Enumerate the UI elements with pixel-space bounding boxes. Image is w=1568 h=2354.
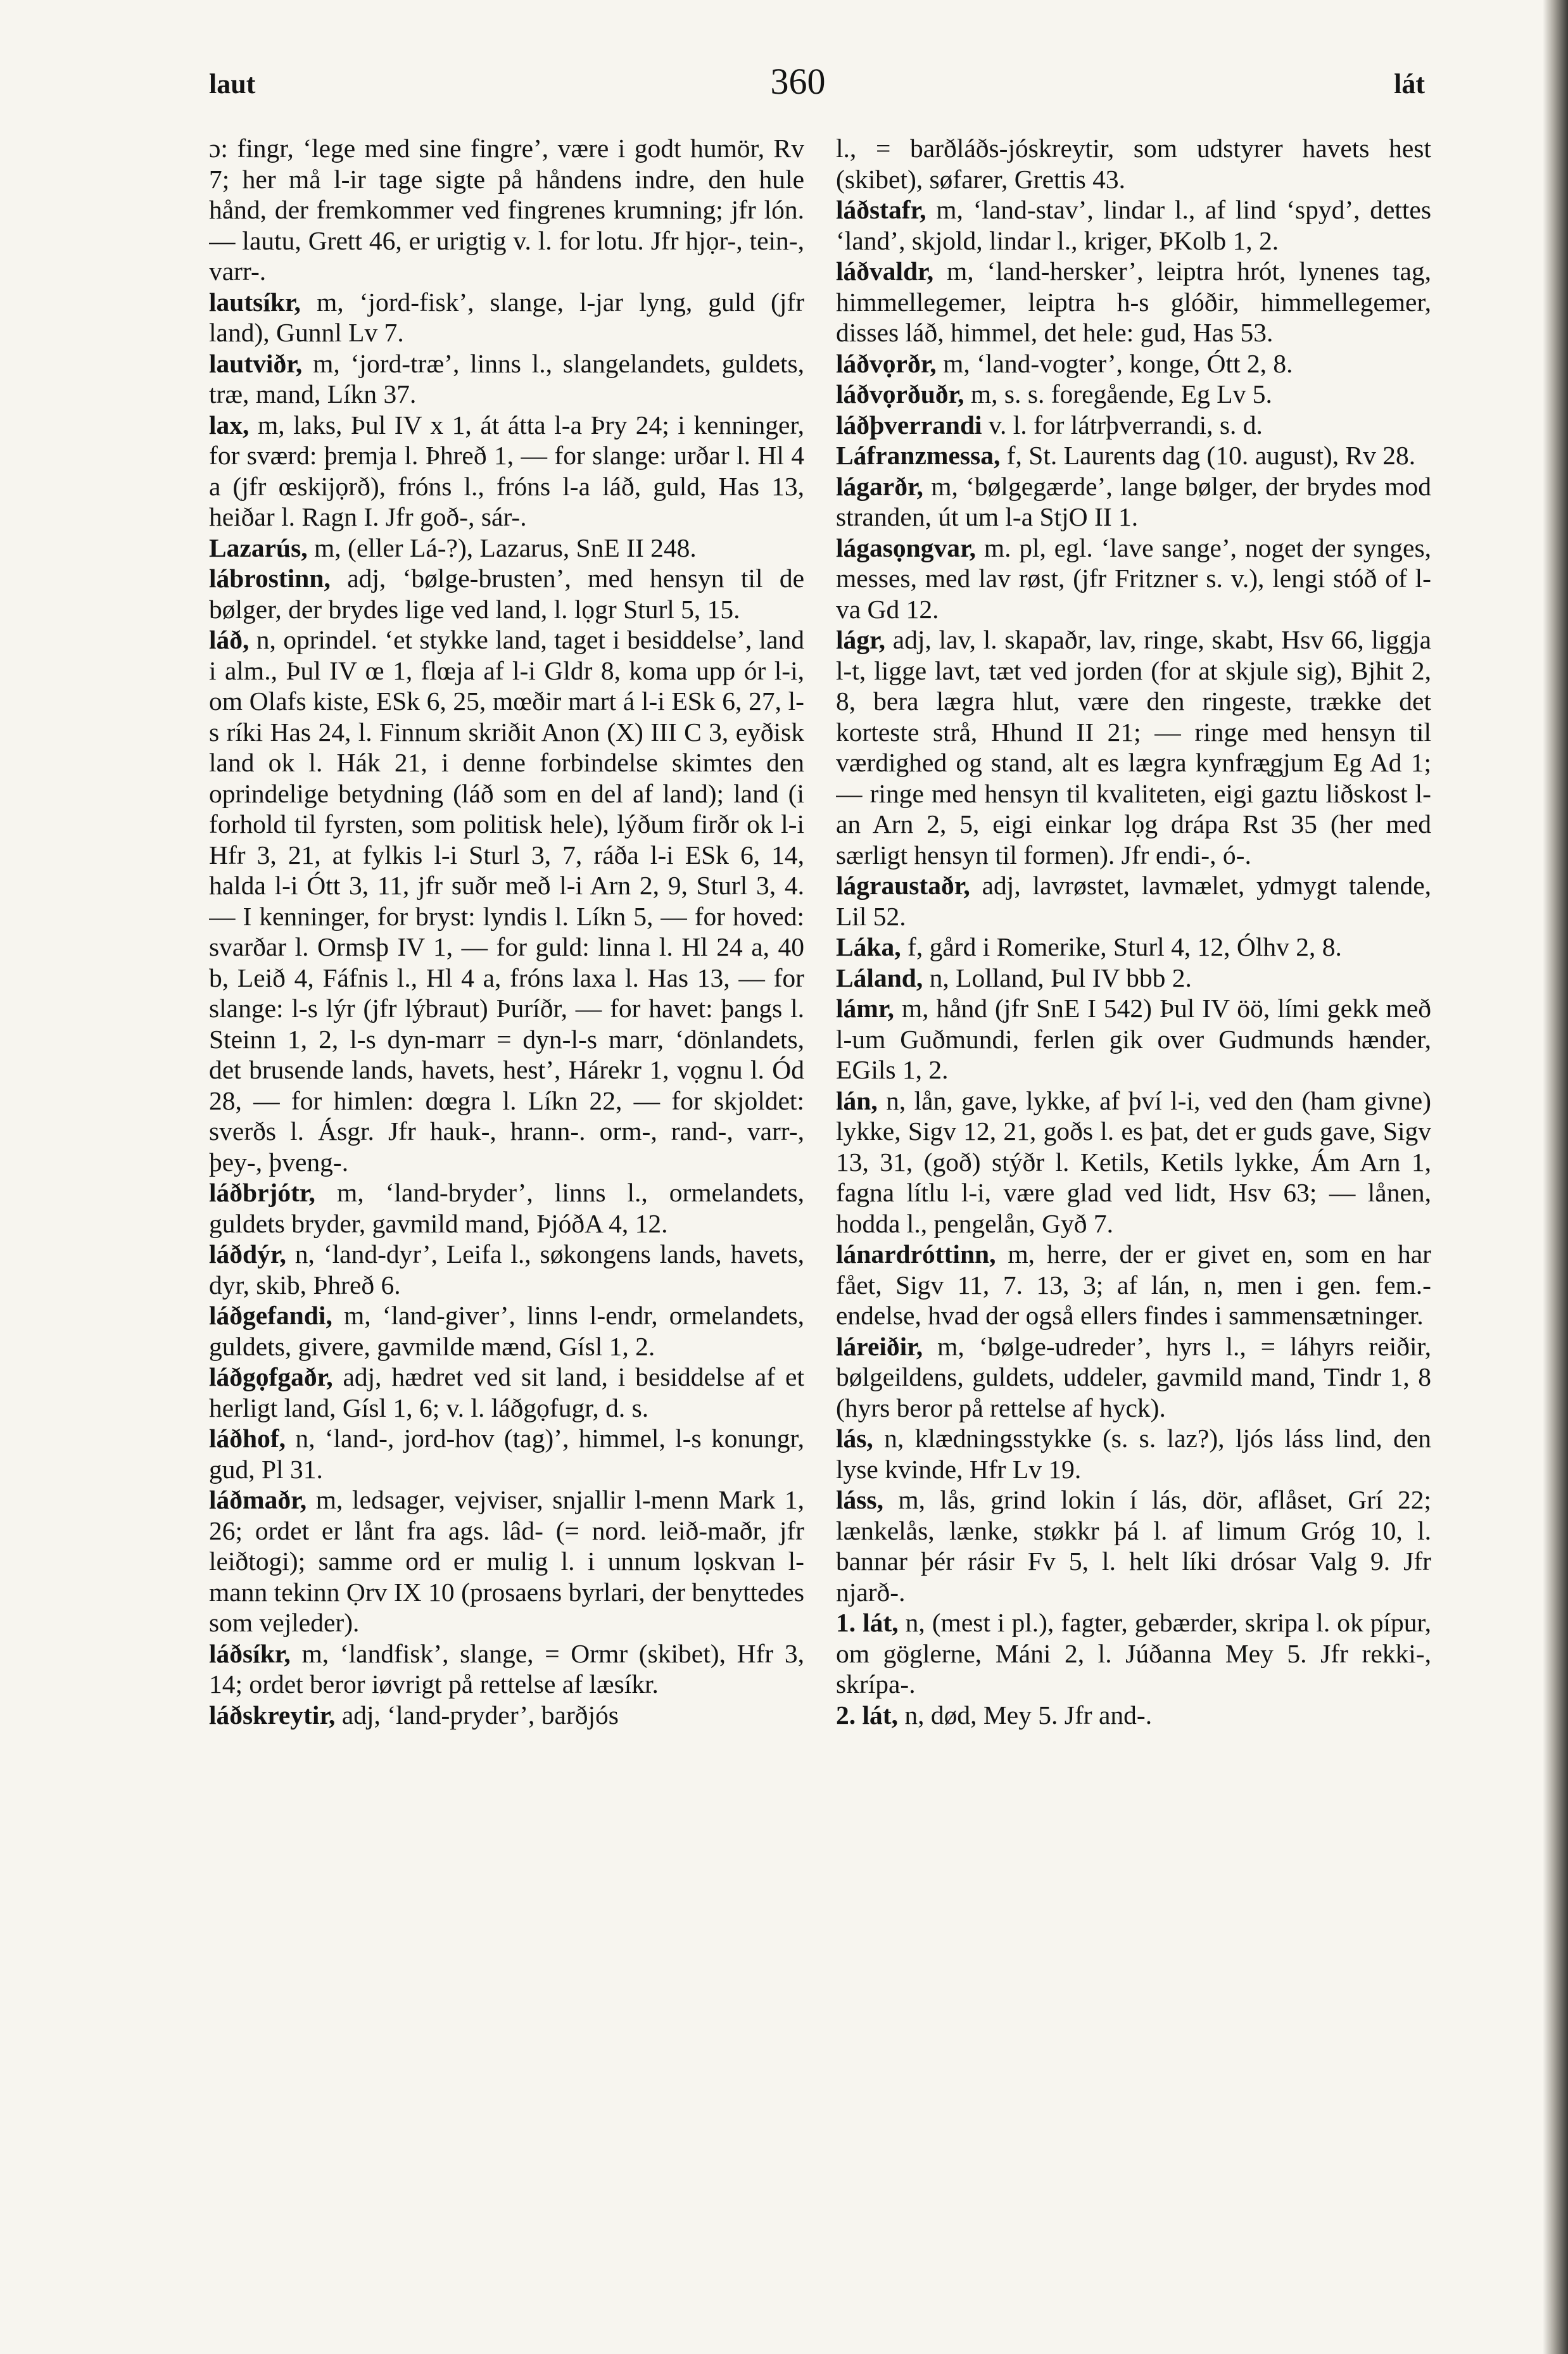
entry-headword: lágraustaðr, — [836, 871, 970, 900]
entry-headword: lás, — [836, 1424, 873, 1453]
entry-text: f, St. Laurents dag (10. august), Rv 28. — [1006, 441, 1416, 470]
entry-text: m. pl, egl. ‘lave sange’, noget der synges, messes, med lav røst, (jfr Fritzner s. v.), lengi stóð of l-va Gd 12. — [836, 533, 1431, 624]
entry-text: m, herre, der er givet en, som en har fået, Sigv 11, 7. 13, 3; af lán, n, men i gen. fem.-endelse, hvad der også ellers findes i sammensætninger. — [836, 1239, 1431, 1330]
entry-headword: 2. lát, — [836, 1700, 898, 1730]
entry-text: m, s. s. foregående, Eg Lv 5. — [970, 379, 1272, 408]
entry-text: m, laks, Þul IV x 1, át átta l-a Þry 24; i kenninger, for sværd: þremja l. Þhreð 1, — for slange: urðar l. Hl 4 a (jfr œskijọrð), fróns l., fróns l-a láð, guld, Has 13, heiðar l. Ragn I. Jfr goð-, sár-. — [209, 410, 804, 531]
entry-headword: Láland, — [836, 963, 923, 992]
dictionary-entry — [209, 1423, 804, 1484]
entry-headword: láðgefandi, — [209, 1301, 332, 1330]
entry-text: m, hånd (jfr SnE I 542) Þul IV öö, lími gekk með l-um Guðmundi, ferlen gik over Gudmunds hænder, EGils 1, 2. — [836, 994, 1431, 1084]
entry-text: m, ‘landfisk’, slange, = Ormr (skibet), Hfr 3, 14; ordet beror iøvrigt på rettelse af læsíkr. — [209, 1638, 804, 1699]
entry-text: adj, lav, l. skapaðr, lav, ringe, skabt, Hsv 66, liggja l-t, ligge lavt, tæt ved jorden (for at skjule sig), Bjhit 2, 8, bera lægra hlut, være den ringeste, trække det korteste strå, Hhund II 21; — ringe med hensyn til værdighed og stand, alt es lægra kynfræ̨gjum Eg Ad 1; — ringe med hensyn til kvaliteten, eigi gaztu liðskost l-an Arn 2, 5, eigi einkar lọg drápa Rst 35 (her med særligt hensyn til formen). Jfr endi-, ó-. — [836, 625, 1431, 870]
entry-text: adj, ‘land-pryder’, barðjós — [341, 1700, 619, 1730]
entry-headword: láðvọrðuðr, — [836, 379, 964, 408]
entry-headword: lán, — [836, 1085, 878, 1115]
entry-text: adj, hædret ved sit land, i besiddelse af et herligt land, Gísl 1, 6; v. l. láðgọfugr, d. s. — [209, 1362, 804, 1422]
entry-headword: lágr, — [836, 625, 886, 654]
entry-text: m, ‘land-giver’, linns l-endr, ormelandets, guldets, givere, gavmilde mænd, Gísl 1, 2. — [209, 1301, 804, 1361]
dictionary-entry — [209, 287, 804, 348]
entry-text: l., = barðláðs-jóskreytir, som udstyrer havets hest (skibet), søfarer, Grettis 43. — [836, 134, 1431, 194]
entry-headword: láreiðir, — [836, 1331, 923, 1361]
dictionary-entry — [836, 348, 1431, 379]
page-number: 360 — [770, 61, 826, 102]
dictionary-entry — [836, 471, 1431, 533]
entry-headword: Lazarús, — [209, 533, 308, 562]
dictionary-entry — [836, 624, 1431, 870]
entry-text: m, ‘jord-fisk’, slange, l-jar lyng, guld (jfr land), Gunnl Lv 7. — [209, 287, 804, 347]
dictionary-entry — [209, 410, 804, 533]
dictionary-entry — [209, 1300, 804, 1362]
entry-headword: lágarðr, — [836, 471, 923, 501]
dictionary-entry — [836, 870, 1431, 932]
dictionary-entry — [209, 1700, 804, 1731]
dictionary-entry — [836, 1423, 1431, 1484]
entry-text: adj, ‘bølge-brusten’, med hensyn til de bølger, der brydes lige ved land, l. lọgr Sturl 5, 15. — [209, 564, 804, 624]
entry-headword: láðdýr, — [209, 1239, 286, 1269]
dictionary-entry — [836, 194, 1431, 256]
entry-text: m, ‘land-hersker’, leiptra hrót, lynenes tag, himmellegemer, leiptra h-s glóðir, himmellegemer, disses láð, himmel, det hele: gud, Has 53. — [836, 256, 1431, 347]
entry-headword: láðstafr, — [836, 195, 926, 224]
entry-headword: Láfranzmessa, — [836, 441, 1001, 470]
entry-text: m, ‘bølgegærde’, lange bølger, der brydes mod stranden, út um l-a StjO II 1. — [836, 471, 1431, 531]
entry-text: v. l. for látrþverrandi, s. d. — [988, 410, 1263, 440]
entry-headword: láð, — [209, 625, 250, 654]
dictionary-entry — [209, 1638, 804, 1700]
entry-text: adj, lavrøstet, lavmælet, ydmygt talende, Lil 52. — [836, 871, 1431, 931]
page-edge-shadow — [1543, 0, 1568, 2354]
entry-text: m, ‘bølge-udreder’, hyrs l., = láhyrs reiðir, bølgeildens, guldets, uddeler, gavmild mand, Tindr 1, 8 (hyrs beror på rettelse af hyck). — [836, 1331, 1431, 1422]
dictionary-entry — [836, 1700, 1431, 1731]
entry-headword: láðvaldr, — [836, 256, 934, 286]
dictionary-entry — [836, 1484, 1431, 1607]
entry-headword: lautviðr, — [209, 348, 303, 378]
entry-text: n, død, Mey 5. Jfr and-. — [904, 1700, 1153, 1730]
dictionary-entry — [836, 379, 1431, 410]
dictionary-entry — [836, 133, 1431, 194]
entry-headword: láðskreytir, — [209, 1700, 336, 1730]
dictionary-entry — [836, 932, 1431, 963]
entry-headword: láðbrjótr, — [209, 1178, 315, 1207]
left-column — [209, 133, 804, 2274]
dictionary-entry — [836, 1085, 1431, 1239]
entry-headword: lánardróttinn, — [836, 1239, 996, 1269]
page-header — [171, 60, 1425, 111]
dictionary-entry — [836, 1239, 1431, 1331]
entry-headword: Láka, — [836, 932, 901, 961]
dictionary-entry — [836, 410, 1431, 441]
entry-headword: láðgọfgaðr, — [209, 1362, 333, 1391]
entry-headword: 1. lát, — [836, 1608, 899, 1637]
entry-text: n, ‘land-, jord-hov (tag)’, himmel, l-s konungr, gud, Pl 31. — [209, 1424, 804, 1484]
entry-text: n, oprindel. ‘et stykke land, taget i besiddelse’, land i alm., Þul IV œ 1, flœja af l-i Gldr 8, koma upp ór l-i, om Olafs kiste, ESk 6, 25, mœðir mart á l-i ESk 6, 27, l-s ríki Has 24, l. Finnum skriðit Anon (X) III C 3, eyðisk land ok l. Hák 21, i denne forbindelse skimtes den oprindelige betydning (láð som en del af land); land (i forhold til fyrsten, som politisk hele), lýðum firðr ok l-i Hfr 3, 21, at fylkis l-i Sturl 3, 7, ráða l-i ESk 6, 14, halda l-i Ótt 3, 11, jfr suðr með l-i Arn 2, 9, Sturl 3, 4. — I kenninger, for bryst: lyndis l. Líkn 5, — for hoved: svarðar l. Ormsþ IV 1, — for guld: linna l. Hl 24 a, 40 b, Leið 4, Fáfnis l., Hl 4 a, fróns laxa l. Has 13, — for slange: l-s lýr (jfr lýbraut) Þuríðr, — for havet: þangs l. Steinn 1, 2, l-s dyn-marr = dyn-l-s marr, ‘dönlandets, det brusende lands, havets, hest’, Hárekr 1, vọgnu l. Ód 28, — for himlen: dœgra l. Líkn 22, — for skjoldet: sverðs l. Ásgr. Jfr hauk-, hrann-. orm-, rand-, varr-, þey-, þveng-. — [209, 625, 804, 1177]
dictionary-entry — [209, 1362, 804, 1423]
entry-headword: láðþverrandi — [836, 410, 982, 440]
entry-text: n, (mest i pl.), fagter, gebærder, skripa l. ok pípur, om göglerne, Máni 2, l. Júðanna Mey 5. Jfr rekki-, skrípa-. — [836, 1608, 1431, 1699]
dictionary-entry — [209, 133, 804, 287]
dictionary-entry — [836, 440, 1431, 471]
entry-headword: lámr, — [836, 994, 894, 1023]
entry-text: m, (eller Lá-?), Lazarus, SnE II 248. — [314, 533, 697, 562]
dictionary-entry — [209, 1239, 804, 1300]
entry-text: m, ‘land-vogter’, konge, Ótt 2, 8. — [943, 348, 1293, 378]
entry-headword: lágasọngvar, — [836, 533, 976, 562]
entry-headword: lábrostinn, — [209, 564, 331, 593]
dictionary-entry — [836, 256, 1431, 348]
dictionary-entry — [209, 1484, 804, 1638]
dictionary-entry — [209, 348, 804, 410]
entry-text: n, lån, gave, lykke, af því l-i, ved den (ham givne) lykke, Sigv 12, 21, goðs l. es þat, det er guds gave, Sigv 13, 31, (goð) stýðr l. Ketils, Ketils lykke, Ám Arn 1, fagna lítlu l-i, være glad ved lidt, Hsv 63; — lånen, hodda l., pengelån, Gyð 7. — [836, 1085, 1431, 1238]
dictionary-entry — [836, 1331, 1431, 1424]
entry-text: m, ‘land-stav’, lindar l., af lind ‘spyd’, dettes ‘land’, skjold, lindar l., kriger, ÞKolb 1, 2. — [836, 195, 1431, 255]
dictionary-entry — [209, 533, 804, 564]
entry-headword: láðhof, — [209, 1424, 286, 1453]
dictionary-entry — [209, 624, 804, 1177]
header-left-guideword: laut — [209, 68, 256, 99]
header-right-guideword: lát — [1394, 68, 1425, 99]
dictionary-entry — [836, 1607, 1431, 1700]
entry-text: m, ledsager, vejviser, snjallir l-menn Mark 1, 26; ordet er lånt fra ags. lâd- (= nord. leið-maðr, jfr leiðtogi); samme ord er mulig l. i unnum lọskvan l-mann tekinn Ọrv IX 10 (prosaens byrlari, der benyttedes som vejleder). — [209, 1485, 804, 1637]
entry-text: n, Lolland, Þul IV bbb 2. — [929, 963, 1192, 992]
dictionary-entry — [836, 963, 1431, 994]
entry-text: m, ‘land-bryder’, linns l., ormelandets, guldets bryder, gavmild mand, ÞjóðA 4, 12. — [209, 1178, 804, 1238]
entry-headword: láðsíkr, — [209, 1638, 291, 1668]
entry-headword: láðmaðr, — [209, 1485, 307, 1514]
entry-text: f, gård i Romerike, Sturl 4, 12, Ólhv 2, 8. — [907, 932, 1342, 961]
dictionary-entry — [836, 993, 1431, 1085]
entry-headword: lax, — [209, 410, 250, 440]
entry-text: ɔ: fingr, ‘lege med sine fingre’, være i godt humör, Rv 7; her må l-ir tage sigte på håndens indre, den hule hånd, der fremkommer ved fingrenes krumning; jfr lón. — lautu, Grett 46, er urigtig v. l. for lotu. Jfr hjọr-, tein-, varr-. — [209, 134, 804, 286]
entry-text: m, ‘jord-træ’, linns l., slangelandets, guldets, træ, mand, Líkn 37. — [209, 348, 804, 408]
entry-text: n, klædningsstykke (s. s. laz?), ljós láss lind, den lyse kvinde, Hfr Lv 19. — [836, 1424, 1431, 1484]
entry-headword: láss, — [836, 1485, 883, 1514]
entry-text: n, ‘land-dyr’, Leifa l., søkongens lands, havets, dyr, skib, Þhreð 6. — [209, 1239, 804, 1300]
entry-text: m, lås, grind lokin í lás, dör, aflåset, Grí 22; lænkelås, lænke, støkkr þá l. af limum Gróg 10, l. bannar þér rásir Fv 5, l. helt líki drósar Valg 9. Jfr njarð-. — [836, 1485, 1431, 1607]
dictionary-entry — [209, 563, 804, 624]
right-column — [836, 133, 1431, 2274]
dictionary-entry — [209, 1177, 804, 1239]
entry-headword: láðvọrðr, — [836, 348, 937, 378]
entry-headword: lautsíkr, — [209, 287, 301, 317]
dictionary-entry — [836, 533, 1431, 625]
